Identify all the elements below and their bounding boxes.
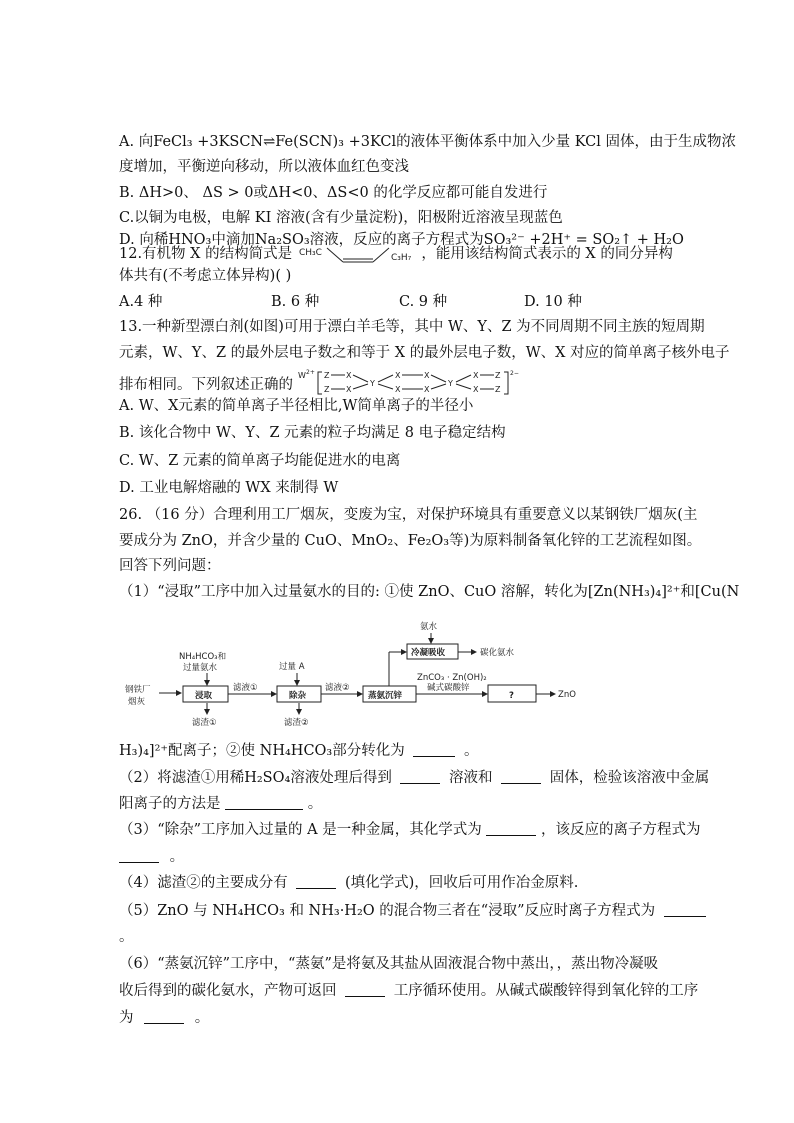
q26-part3-line2 (119, 847, 184, 867)
q12-line1 (119, 242, 673, 266)
flow-precip-2: 碱式碳酸锌 (427, 683, 470, 693)
p2-answer-blank-2[interactable] (501, 769, 541, 784)
struct-charge: 2+ (305, 369, 315, 376)
flow-step3-text: 蒸氨沉锌 (368, 691, 403, 701)
flow-input-1: 钢铁厂 (125, 685, 151, 695)
p2-answer-blank-1[interactable] (400, 769, 440, 784)
p5-text: （5）ZnO 与 NH₄HCO₃ 和 NH₃·H₂O 的混合物三者在“浸取”反应时离子方程式为 (119, 903, 656, 919)
q12-option-b: B. 6 种 (271, 294, 320, 310)
p2b-text: 阳离子的方法是 (119, 796, 221, 812)
flow-step2-text: 除杂 (289, 691, 307, 701)
p6c-end: 。 (194, 1010, 210, 1026)
q26-part6-line2 (119, 981, 698, 1001)
p2-text: （2）将滤渣①用稀H₂SO₄溶液处理后得到 (119, 770, 392, 786)
struct-x8: X (472, 385, 479, 394)
q12-line2: 体共有(不考虑立体异构)( ) (119, 268, 292, 284)
flow-step4-text: ? (509, 691, 514, 701)
q13-option-a: A. W、X元素的简单离子半径相比,W简单离子的半径小 (119, 398, 474, 414)
p5-answer-blank[interactable] (664, 902, 706, 917)
q12-option-a: A.4 种 (119, 294, 163, 310)
p2-end: 固体，检验该溶液中金属 (549, 770, 710, 786)
option-c: C.以铜为电极，电解 KI 溶液(含有少量淀粉)，阳极附近溶液呈现蓝色 (119, 210, 563, 226)
q13-option-d: D. 工业电解熔融的 WX 来制得 W (119, 480, 339, 496)
struct-x6: X (423, 385, 430, 394)
flow-reagent1-a: NH₄HCO₃和 (179, 652, 227, 662)
struct-z3: Z (494, 371, 501, 380)
struct-z1: Z (323, 371, 330, 380)
p4-end: (填化学式)，回收后可用作冶金原料. (344, 875, 579, 891)
flow-input-2: 烟灰 (128, 697, 146, 707)
q12-option-d: D. 10 种 (524, 294, 582, 310)
p6-answer-blank-2[interactable] (144, 1009, 184, 1024)
q26-part4 (119, 873, 578, 893)
q13-line1: 13.一种新型漂白剂(如图)可用于漂白羊毛等，其中 W、Y、Z 为不同周期不同主族的短周期 (119, 319, 705, 335)
struct-x7: X (472, 371, 479, 380)
q26-line3: 回答下列问题： (119, 558, 221, 574)
q12-stem: 12.有机物 X 的结构简式是 (119, 246, 297, 262)
q26-line2: 要成分为 ZnO，并含少量的 CuO、MnO₂、Fe₂O₃等)为原料制备氧化锌的工艺流程如图。 (119, 533, 702, 549)
q26-line1: 26. （16 分）合理利用工厂烟灰，变废为宝，对保护环境具有重要意义以某钢铁厂烟灰(主 (119, 507, 698, 523)
struct-y1: Y (369, 379, 375, 388)
flow-filtrate2: 滤液② (325, 683, 350, 693)
p6-mid: 工序循环使用。从碱式碳酸锌得到氧化锌的工序 (393, 983, 699, 999)
q12-stem-end: ，能用该结构简式表示的 X 的同分异构 (421, 246, 673, 262)
q26-part6-line1: （6）“蒸氨沉锌”工序中，“蒸氨”是将氨及其盐从固液混合物中蒸出，，蒸出物冷凝吸 (119, 956, 659, 972)
struct-x5: X (394, 385, 401, 394)
option-b: B. ΔH>0、 ΔS > 0或ΔH<0、ΔS<0 的化学反应都可能自发进行 (119, 185, 548, 201)
q26-part5-line1 (119, 901, 710, 921)
q26-part1-line2 (119, 741, 478, 761)
flow-carbonized: 碳化氨水 (480, 648, 515, 658)
struct-x1: X (345, 371, 352, 380)
option-d: D. 向稀HNO₃中滴加Na₂SO₃溶液，反应的离子方程式为SO₃²⁻ +2H⁺ = SO₂↑ + H₂O (119, 232, 684, 248)
q26-part2-line2 (119, 794, 322, 814)
struct-y2: Y (447, 379, 453, 388)
q26-part5-line2: 。 (119, 929, 134, 945)
p3-text: （3）“除杂”工序加入过量的 A 是一种金属，其化学式为 (119, 822, 482, 838)
struct-z4: Z (494, 385, 501, 394)
p6-answer-blank-1[interactable] (345, 982, 385, 997)
p3-mid: ，该反应的离子方程式为 (540, 822, 701, 838)
p1-answer-blank[interactable] (413, 742, 455, 757)
flow-condense-text: 冷凝吸收 (411, 648, 446, 658)
flow-reagent2: 过量 A (279, 662, 305, 672)
p3-answer-blank-1[interactable] (486, 821, 536, 836)
struct-w: W (297, 371, 306, 380)
p6c-text: 为 (119, 1010, 134, 1026)
q13-structure-image (298, 368, 608, 398)
q12-option-c: C. 9 种 (399, 294, 448, 310)
q26-part1-line1: （1）“浸取”工序中加入过量氨水的目的: ①使 ZnO、CuO 溶解，转化为[Zn(NH₃)₄]²⁺和[Cu(N (119, 584, 740, 600)
q26-part6-line3 (119, 1008, 209, 1028)
flow-product: ZnO (558, 690, 576, 700)
q12-struct-left: CH₃C (298, 248, 322, 258)
p2b-end: 。 (307, 796, 323, 812)
p3-answer-blank-2[interactable] (119, 848, 159, 863)
struct-anion-charge: 2− (509, 370, 519, 377)
struct-x4: X (423, 371, 430, 380)
q13-line2: 元素，W、Y、Z 的最外层电子数之和等于 X 的最外层电子数，W、X 对应的简单离子核外电子 (119, 345, 730, 361)
struct-x3: X (394, 371, 401, 380)
q12-structure-image (297, 242, 417, 266)
flow-step1-text: 浸取 (195, 691, 213, 701)
q13-option-c: C. W、Z 元素的简单离子均能促进水的电离 (119, 453, 401, 469)
flow-reagent1-b: 过量氨水 (183, 663, 218, 673)
option-a-line1: A. 向FeCl₃ +3KSCN⇌Fe(SCN)₃ +3KCl的液体平衡体系中加入少量 KCl 固体，由于生成物浓 (119, 134, 737, 150)
q12-struct-right: C₃H₇ (390, 253, 411, 263)
p2-mid: 溶液和 (449, 770, 493, 786)
p1-text: H₃)₄]²⁺配离子；②使 NH₄HCO₃部分转化为 (119, 743, 405, 759)
flow-ammonia: 氨水 (420, 622, 438, 632)
struct-x2: X (345, 385, 352, 394)
option-a-line2: 度增加，平衡逆向移动，所以液体血红色变浅 (119, 159, 409, 175)
q13-option-b: B. 该化合物中 W、Y、Z 元素的粒子均满足 8 电子稳定结构 (119, 425, 506, 441)
p2-answer-blank-3[interactable] (225, 795, 303, 810)
flow-precip-1: ZnCO₃ · Zn(OH)₂ (417, 673, 487, 683)
q26-part3-line1 (119, 820, 700, 840)
flow-residue2: 滤渣② (284, 718, 309, 728)
p4-answer-blank[interactable] (296, 874, 336, 889)
struct-z2: Z (323, 385, 330, 394)
q26-part2-line1 (119, 768, 709, 788)
flow-residue1: 滤渣① (192, 718, 217, 728)
flow-filtrate1: 滤液① (233, 683, 258, 693)
process-flow-diagram (119, 612, 589, 730)
q13-stem-end: 排布相同。下列叙述正确的 (119, 377, 293, 393)
q13-line3 (119, 368, 608, 398)
p4-text: （4）滤渣②的主要成分有 (119, 875, 288, 891)
p6-text: 收后得到的碳化氨水，产物可返回 (119, 983, 337, 999)
p3-end: 。 (169, 849, 185, 865)
p1-end: 。 (463, 743, 479, 759)
